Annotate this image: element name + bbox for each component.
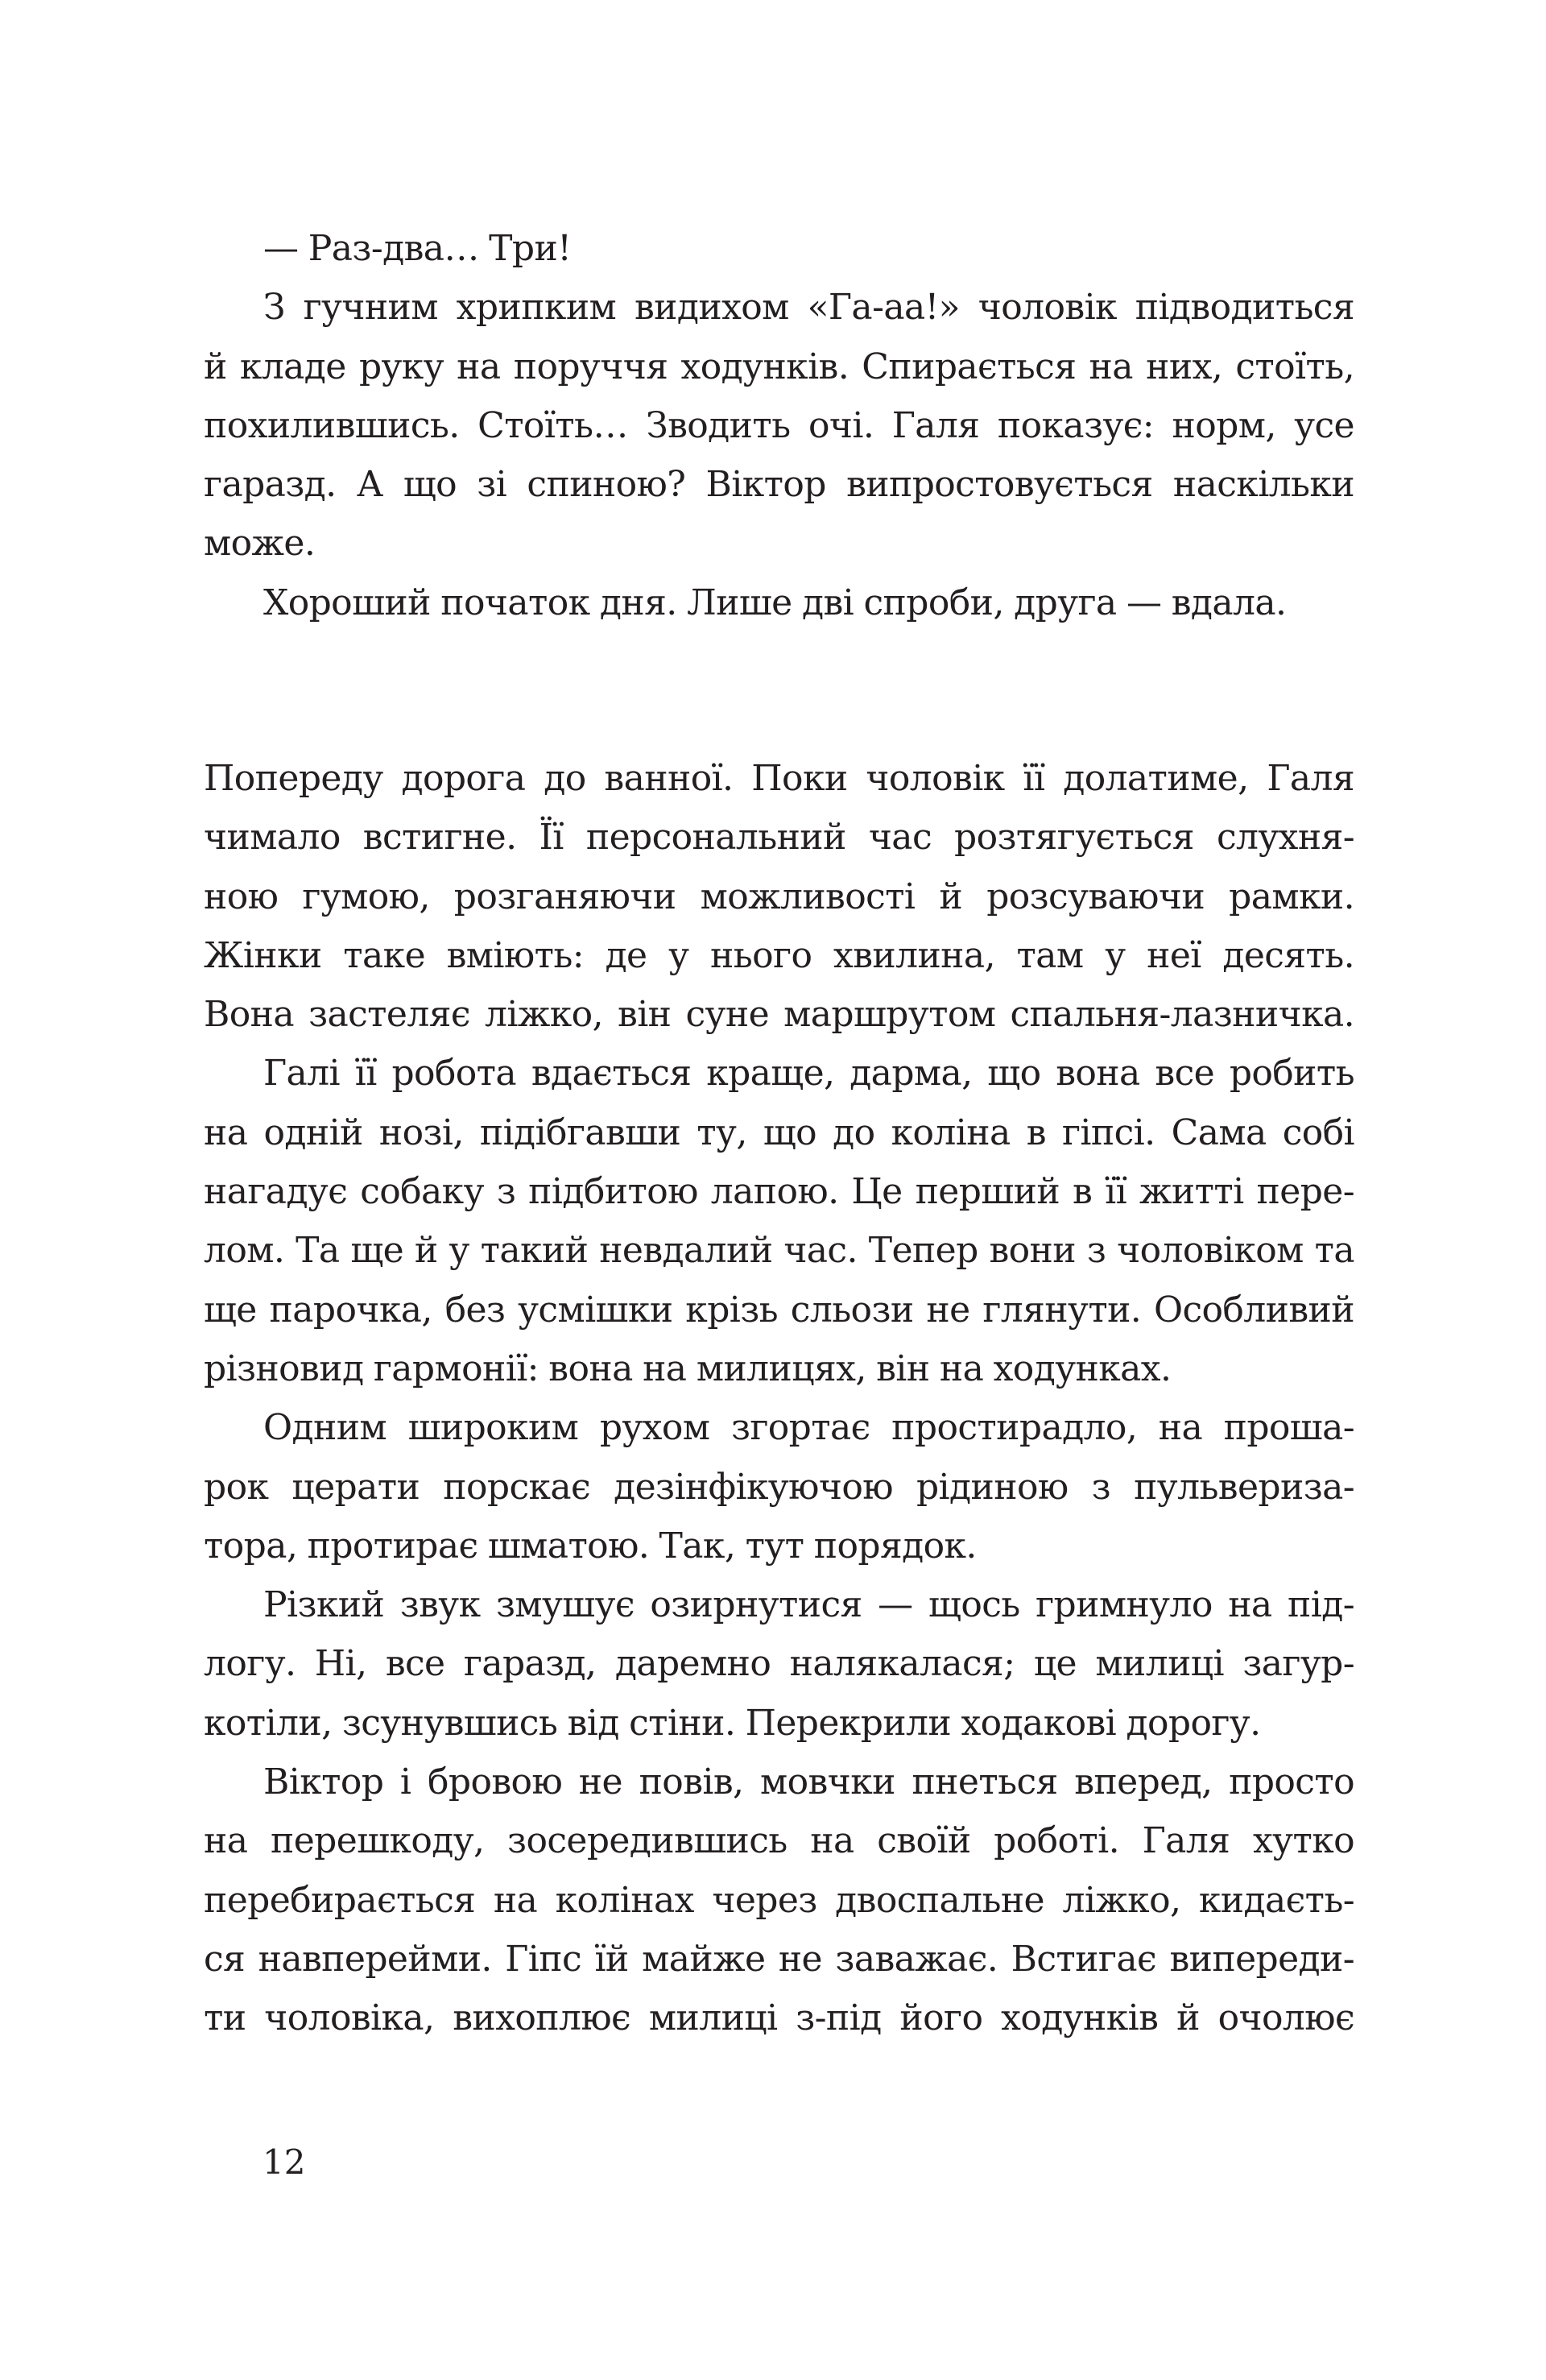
text-line: перебирається на колінах через двоспальне ліжко, кидаєть-: [204, 1879, 1354, 1921]
paragraph: [204, 1753, 1354, 2047]
text-line: Галі її робота вдається краще, дарма, що вона все робить: [263, 1053, 1354, 1095]
paragraph: [204, 749, 1354, 1044]
text-line: Жінки таке вміють: де у нього хвилина, там у неї десять.: [204, 934, 1354, 976]
text-line: різновид гармонії: вона на милицях, він на ходунках.: [204, 1347, 1172, 1389]
page-number: 12: [262, 2142, 306, 2182]
text-line: Вона застеляє ліжко, він суне маршрутом спальня-лазничка.: [204, 994, 1354, 1036]
text-section-2: [204, 749, 1354, 2048]
text-line: гаразд. А що зі спиною? Віктор випростовується наскільки: [204, 464, 1354, 506]
text-line: тора, протирає шматою. Так, тут порядок.: [204, 1525, 977, 1567]
text-line: нагадує собаку з підбитою лапою. Це перший в її житті пере-: [204, 1171, 1354, 1213]
text-line: на перешкоду, зосередившись на своїй роботі. Галя хутко: [204, 1820, 1354, 1862]
paragraph: [204, 1044, 1354, 1398]
text-line: Одним широким рухом згортає простирадло, на проша-: [263, 1407, 1354, 1449]
text-line: Попереду дорога до ванної. Поки чоловік її долатиме, Галя: [204, 758, 1354, 799]
text-line: на одній нозі, підібгавши ту, що до коліна в гіпсі. Сама собі: [204, 1111, 1354, 1153]
paragraph: [204, 573, 1354, 632]
paragraph: [204, 219, 1354, 278]
text-line: ся навперейми. Гіпс їй майже не заважає. Встигає випереди-: [204, 1938, 1354, 1980]
text-line: котіли, зсунувшись від стіни. Перекрили ходакові дорогу.: [204, 1702, 1261, 1744]
text-line: Віктор і бровою не повів, мовчки пнеться вперед, просто: [263, 1761, 1354, 1803]
text-line: й кладе руку на поруччя ходунків. Спирається на них, стоїть,: [204, 346, 1354, 387]
text-line: лом. Та ще й у такий невдалий час. Тепер вони з чоловіком та: [204, 1230, 1354, 1272]
text-line: ною гумою, розганяючи можливості й розсуваючи рамки.: [204, 875, 1354, 917]
text-line: ти чоловіка, вихоплює милиці з-під його ходунків й очолює: [204, 1997, 1354, 2039]
text-line: може.: [204, 523, 316, 565]
text-line: Різкий звук змушує озирнутися — щось гримнуло на під-: [263, 1584, 1354, 1626]
text-line: — Раз-два… Три!: [263, 228, 572, 269]
paragraph: [204, 278, 1354, 573]
text-line: логу. Ні, все гаразд, даремно налякалася; це милиці загур-: [204, 1643, 1354, 1685]
text-line: З гучним хрипким видихом «Га-аа!» чоловік підводиться: [263, 287, 1354, 329]
text-line: чимало встигне. Її персональний час розтягується слухня-: [204, 817, 1354, 859]
text-line: ще парочка, без усмішки крізь сльози не глянути. Особливий: [204, 1289, 1354, 1331]
paragraph: [204, 1398, 1354, 1575]
text-line: Хороший початок дня. Лише дві спроби, друга — вдала.: [263, 582, 1287, 623]
text-section-1: [204, 219, 1354, 632]
text-line: похилившись. Стоїть… Зводить очі. Галя показує: норм, усе: [204, 404, 1354, 446]
paragraph: [204, 1575, 1354, 1753]
text-line: рок церати порскає дезінфікуючою рідиною з пульвериза-: [204, 1466, 1354, 1508]
